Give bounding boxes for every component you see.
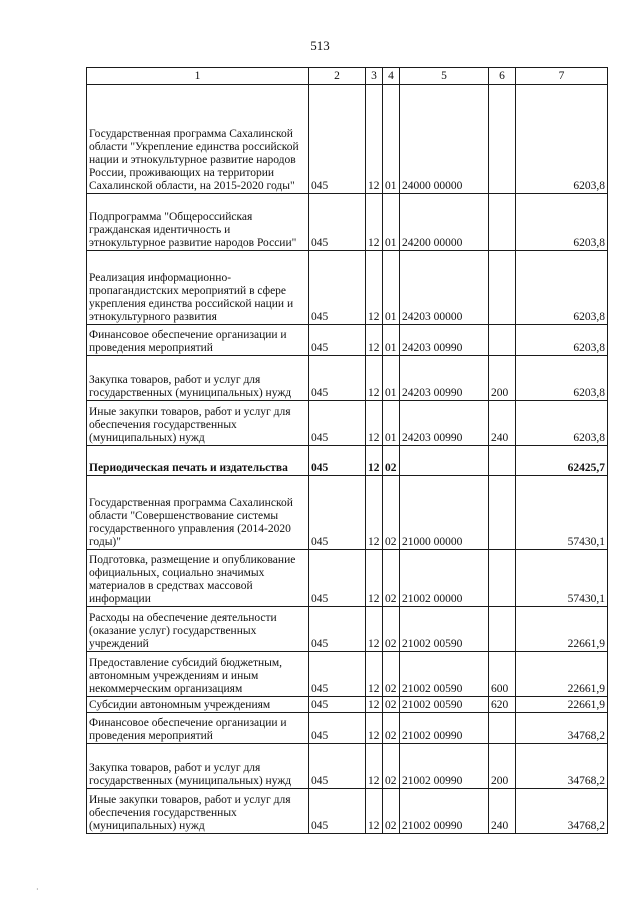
row-ministry: 045 xyxy=(309,356,366,401)
row-subsection: 01 xyxy=(383,325,400,356)
row-target-article: 24200 00000 xyxy=(400,194,489,251)
row-ministry: 045 xyxy=(309,607,366,652)
table-row xyxy=(87,446,608,476)
table-row xyxy=(87,476,608,550)
row-subsection: 02 xyxy=(383,607,400,652)
row-section: 12 xyxy=(366,401,383,446)
row-ministry: 045 xyxy=(309,194,366,251)
row-expense-type xyxy=(489,476,516,550)
row-name: Иные закупки товаров, работ и услуг для обеспечения государственных (муниципальных) нужд xyxy=(87,789,309,834)
col-header-subsection: 4 xyxy=(383,68,400,85)
row-section: 12 xyxy=(366,652,383,697)
row-ministry: 045 xyxy=(309,789,366,834)
header-row xyxy=(87,68,608,85)
col-header-amount: 7 xyxy=(516,68,608,85)
row-name: Государственная программа Сахалинской области "Укрепление единства российской нации и этнокультурное развитие народов России, проживающих на территории Сахалинской области, на 2015-2020 годы" xyxy=(87,85,309,194)
row-subsection: 01 xyxy=(383,401,400,446)
table-row xyxy=(87,356,608,401)
row-target-article: 24000 00000 xyxy=(400,85,489,194)
row-subsection: 02 xyxy=(383,789,400,834)
row-target-article: 21002 00590 xyxy=(400,652,489,697)
row-target-article: 21002 00590 xyxy=(400,697,489,713)
row-name: Реализация информационно-пропагандистских мероприятий в сфере укрепления единства российской нации и этнокультурного развития xyxy=(87,251,309,325)
row-target-article: 24203 00990 xyxy=(400,356,489,401)
row-amount: 6203,8 xyxy=(516,325,608,356)
row-expense-type xyxy=(489,194,516,251)
row-expense-type: 240 xyxy=(489,789,516,834)
table-row xyxy=(87,697,608,713)
row-section: 12 xyxy=(366,713,383,744)
page-number: 513 xyxy=(310,38,330,53)
row-amount: 6203,8 xyxy=(516,251,608,325)
row-name: Расходы на обеспечение деятельности (оказание услуг) государственных учреждений xyxy=(87,607,309,652)
row-subsection: 02 xyxy=(383,550,400,607)
row-expense-type xyxy=(489,251,516,325)
row-ministry: 045 xyxy=(309,401,366,446)
row-amount: 57430,1 xyxy=(516,550,608,607)
table-row xyxy=(87,251,608,325)
table-body xyxy=(87,85,608,834)
row-ministry: 045 xyxy=(309,713,366,744)
row-target-article xyxy=(400,446,489,476)
row-name: Периодическая печать и издательства xyxy=(87,446,309,476)
row-section: 12 xyxy=(366,550,383,607)
row-ministry: 045 xyxy=(309,652,366,697)
table-row xyxy=(87,325,608,356)
row-subsection: 01 xyxy=(383,251,400,325)
row-expense-type: 240 xyxy=(489,401,516,446)
row-name: Предоставление субсидий бюджетным, автономным учреждениям и иным некоммерческим организациям xyxy=(87,652,309,697)
row-target-article: 21002 00590 xyxy=(400,607,489,652)
row-amount: 34768,2 xyxy=(516,744,608,789)
row-amount: 22661,9 xyxy=(516,697,608,713)
row-target-article: 24203 00990 xyxy=(400,325,489,356)
scan-mark: · xyxy=(36,885,39,894)
row-amount: 34768,2 xyxy=(516,713,608,744)
col-header-expense-type: 6 xyxy=(489,68,516,85)
table-row xyxy=(87,744,608,789)
row-amount: 57430,1 xyxy=(516,476,608,550)
row-amount: 34768,2 xyxy=(516,789,608,834)
row-amount: 62425,7 xyxy=(516,446,608,476)
row-section: 12 xyxy=(366,607,383,652)
row-ministry: 045 xyxy=(309,251,366,325)
row-target-article: 21002 00000 xyxy=(400,550,489,607)
row-name: Подготовка, размещение и опубликование официальных, социально значимых материалов в средствах массовой информации xyxy=(87,550,309,607)
row-name: Финансовое обеспечение организации и проведения мероприятий xyxy=(87,713,309,744)
row-name: Закупка товаров, работ и услуг для государственных (муниципальных) нужд xyxy=(87,356,309,401)
row-expense-type xyxy=(489,550,516,607)
row-section: 12 xyxy=(366,356,383,401)
row-name: Подпрограмма "Общероссийская гражданская идентичность и этнокультурное развитие народов России" xyxy=(87,194,309,251)
row-section: 12 xyxy=(366,789,383,834)
row-ministry: 045 xyxy=(309,85,366,194)
row-ministry: 045 xyxy=(309,325,366,356)
row-section: 12 xyxy=(366,85,383,194)
row-target-article: 21000 00000 xyxy=(400,476,489,550)
row-expense-type: 600 xyxy=(489,652,516,697)
row-name: Иные закупки товаров, работ и услуг для обеспечения государственных (муниципальных) нужд xyxy=(87,401,309,446)
row-expense-type xyxy=(489,446,516,476)
table-row xyxy=(87,789,608,834)
row-expense-type xyxy=(489,713,516,744)
row-section: 12 xyxy=(366,194,383,251)
table-row xyxy=(87,85,608,194)
row-amount: 22661,9 xyxy=(516,652,608,697)
col-header-ministry: 2 xyxy=(309,68,366,85)
table-row xyxy=(87,194,608,251)
row-target-article: 21002 00990 xyxy=(400,744,489,789)
row-ministry: 045 xyxy=(309,697,366,713)
row-subsection: 02 xyxy=(383,446,400,476)
row-subsection: 02 xyxy=(383,652,400,697)
row-subsection: 02 xyxy=(383,697,400,713)
row-target-article: 21002 00990 xyxy=(400,789,489,834)
row-ministry: 045 xyxy=(309,550,366,607)
row-target-article: 24203 00990 xyxy=(400,401,489,446)
row-subsection: 02 xyxy=(383,744,400,789)
table-row xyxy=(87,401,608,446)
row-name: Субсидии автономным учреждениям xyxy=(87,697,309,713)
row-name: Государственная программа Сахалинской области "Совершенствование системы государственного управления (2014-2020 годы)" xyxy=(87,476,309,550)
col-header-target-article: 5 xyxy=(400,68,489,85)
table-row xyxy=(87,550,608,607)
row-amount: 6203,8 xyxy=(516,194,608,251)
table-row xyxy=(87,652,608,697)
row-subsection: 01 xyxy=(383,194,400,251)
row-amount: 6203,8 xyxy=(516,401,608,446)
row-subsection: 02 xyxy=(383,713,400,744)
row-name: Финансовое обеспечение организации и проведения мероприятий xyxy=(87,325,309,356)
row-expense-type: 620 xyxy=(489,697,516,713)
row-expense-type xyxy=(489,607,516,652)
row-expense-type xyxy=(489,325,516,356)
row-name: Закупка товаров, работ и услуг для государственных (муниципальных) нужд xyxy=(87,744,309,789)
budget-table xyxy=(86,67,608,834)
row-subsection: 01 xyxy=(383,356,400,401)
row-target-article: 24203 00000 xyxy=(400,251,489,325)
table-row xyxy=(87,713,608,744)
row-amount: 22661,9 xyxy=(516,607,608,652)
row-ministry: 045 xyxy=(309,446,366,476)
row-section: 12 xyxy=(366,251,383,325)
row-ministry: 045 xyxy=(309,744,366,789)
row-amount: 6203,8 xyxy=(516,356,608,401)
row-ministry: 045 xyxy=(309,476,366,550)
row-expense-type: 200 xyxy=(489,744,516,789)
row-subsection: 01 xyxy=(383,85,400,194)
row-section: 12 xyxy=(366,697,383,713)
col-header-section: 3 xyxy=(366,68,383,85)
row-expense-type xyxy=(489,85,516,194)
row-target-article: 21002 00990 xyxy=(400,713,489,744)
row-expense-type: 200 xyxy=(489,356,516,401)
col-header-name: 1 xyxy=(87,68,309,85)
row-section: 12 xyxy=(366,446,383,476)
row-section: 12 xyxy=(366,476,383,550)
table-row xyxy=(87,607,608,652)
row-amount: 6203,8 xyxy=(516,85,608,194)
row-section: 12 xyxy=(366,325,383,356)
row-subsection: 02 xyxy=(383,476,400,550)
row-section: 12 xyxy=(366,744,383,789)
